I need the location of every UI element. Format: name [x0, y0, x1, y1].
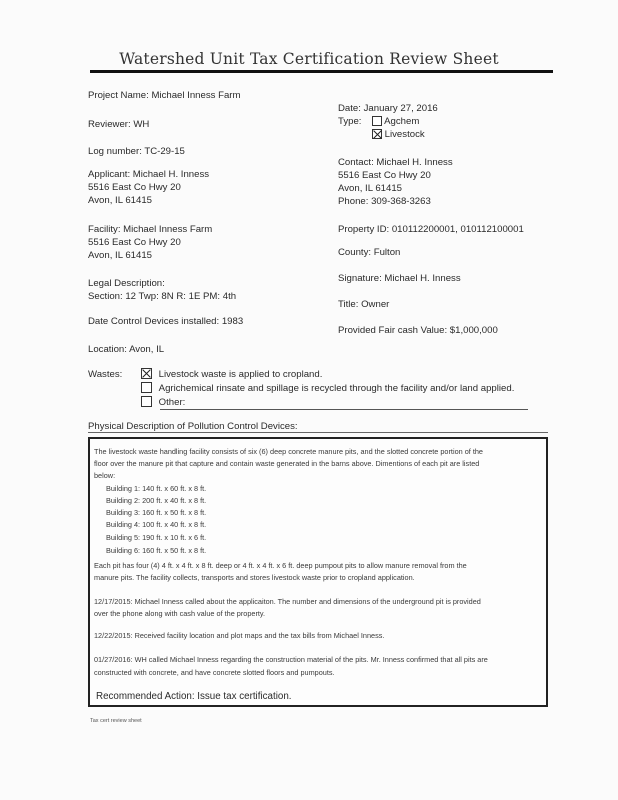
applicant-city: Avon, IL 61415 — [88, 195, 153, 206]
applicant-name: Applicant: Michael H. Inness — [88, 169, 210, 180]
desc-intro-line: The livestock waste handling facility consists of six (6) deep concrete manure pits, and the slotted concrete portion of the — [94, 447, 483, 456]
livestock-label: Livestock — [384, 129, 425, 140]
note-line: constructed with concrete, and have concrete slotted floors and pumpouts. — [94, 668, 335, 677]
location: Location: Avon, IL — [88, 344, 165, 355]
facility-city: Avon, IL 61415 — [88, 250, 153, 261]
desc-pumpout-line: Each pit has four (4) 4 ft. x 4 ft. x 8 ft. deep or 4 ft. x 4 ft. x 6 ft. deep pumpout pits to allow manure removal from the — [94, 561, 467, 570]
note-line: over the phone along with cash value of the property. — [94, 609, 266, 618]
legal-description-label: Legal Description: — [88, 278, 165, 289]
contact-address: 5516 East Co Hwy 20 — [338, 170, 431, 181]
log-number: Log number: TC-29-15 — [88, 146, 185, 157]
wastes-label: Wastes: — [88, 369, 123, 380]
desc-pumpout-line: manure pits. The facility collects, transports and stores livestock waste prior to cropland application. — [94, 573, 415, 582]
date-installed: Date Control Devices installed: 1983 — [88, 316, 244, 327]
type-label: Type: — [338, 116, 362, 127]
contact-phone: Phone: 309-368-3263 — [338, 196, 431, 207]
waste-agrichemical-checkbox[interactable] — [141, 382, 152, 393]
agchem-checkbox[interactable] — [372, 116, 382, 126]
contact-name: Contact: Michael H. Inness — [338, 157, 453, 168]
type-option-agchem[interactable] — [372, 116, 419, 127]
contact-city: Avon, IL 61415 — [338, 183, 403, 194]
facility-name: Facility: Michael Inness Farm — [88, 224, 213, 235]
type-option-livestock[interactable] — [372, 129, 425, 140]
header-rule — [88, 432, 548, 433]
building-item: Building 3: 160 ft. x 50 ft. x 8 ft. — [106, 508, 207, 517]
note-line: 01/27/2016: WH called Michael Inness regarding the construction material of the pits. Mr. Inness confirmed that all pits are — [94, 655, 488, 664]
waste-option-agrichemical[interactable] — [141, 382, 514, 394]
desc-intro-line: below: — [94, 471, 116, 480]
note-line: 12/22/2015: Received facility location and plot maps and the tax bills from Michael Inness. — [94, 631, 385, 640]
reviewer: Reviewer: WH — [88, 119, 150, 130]
footer-label: Tax cert review sheet — [90, 718, 142, 724]
building-item: Building 5: 190 ft. x 10 ft. x 6 ft. — [106, 533, 207, 542]
applicant-address: 5516 East Co Hwy 20 — [88, 182, 181, 193]
physical-description-header: Physical Description of Pollution Control Devices: — [88, 421, 298, 432]
other-underline — [160, 409, 528, 410]
waste-other-label: Other: — [158, 397, 186, 408]
waste-other-checkbox[interactable] — [141, 396, 152, 407]
waste-agrichemical-label: Agrichemical rinsate and spillage is recycled through the facility and/or land applied. — [158, 383, 515, 394]
recommended-action: Recommended Action: Issue tax certification. — [96, 691, 292, 702]
note-line: 12/17/2015: Michael Inness called about the applicaiton. The number and dimensions of the underground pit is provided — [94, 597, 481, 606]
signer-title: Title: Owner — [338, 299, 390, 310]
project-name: Project Name: Michael Inness Farm — [88, 90, 241, 101]
county: County: Fulton — [338, 247, 401, 258]
title-rule — [90, 70, 553, 73]
building-item: Building 4: 100 ft. x 40 ft. x 8 ft. — [106, 520, 207, 529]
fair-cash-value: Provided Fair cash Value: $1,000,000 — [338, 325, 498, 336]
waste-option-livestock[interactable] — [141, 368, 322, 380]
building-item: Building 2: 200 ft. x 40 ft. x 8 ft. — [106, 496, 207, 505]
waste-livestock-checkbox[interactable] — [141, 368, 152, 379]
waste-option-other[interactable] — [141, 396, 185, 408]
review-date: Date: January 27, 2016 — [338, 103, 438, 114]
agchem-label: Agchem — [384, 116, 420, 127]
page-title: Watershed Unit Tax Certification Review Sheet — [119, 50, 499, 68]
building-item: Building 1: 140 ft. x 60 ft. x 8 ft. — [106, 484, 207, 493]
desc-intro-line: floor over the manure pit that capture and contain waste generated in the barns above. Dimentions of each pit are listed — [94, 459, 480, 468]
description-box — [88, 437, 548, 707]
legal-description: Section: 12 Twp: 8N R: 1E PM: 4th — [88, 291, 237, 302]
building-item: Building 6: 160 ft. x 50 ft. x 8 ft. — [106, 546, 207, 555]
waste-livestock-label: Livestock waste is applied to cropland. — [158, 369, 323, 380]
facility-address: 5516 East Co Hwy 20 — [88, 237, 181, 248]
property-id: Property ID: 010112200001, 010112100001 — [338, 224, 524, 235]
signature: Signature: Michael H. Inness — [338, 273, 461, 284]
livestock-checkbox[interactable] — [372, 129, 382, 139]
